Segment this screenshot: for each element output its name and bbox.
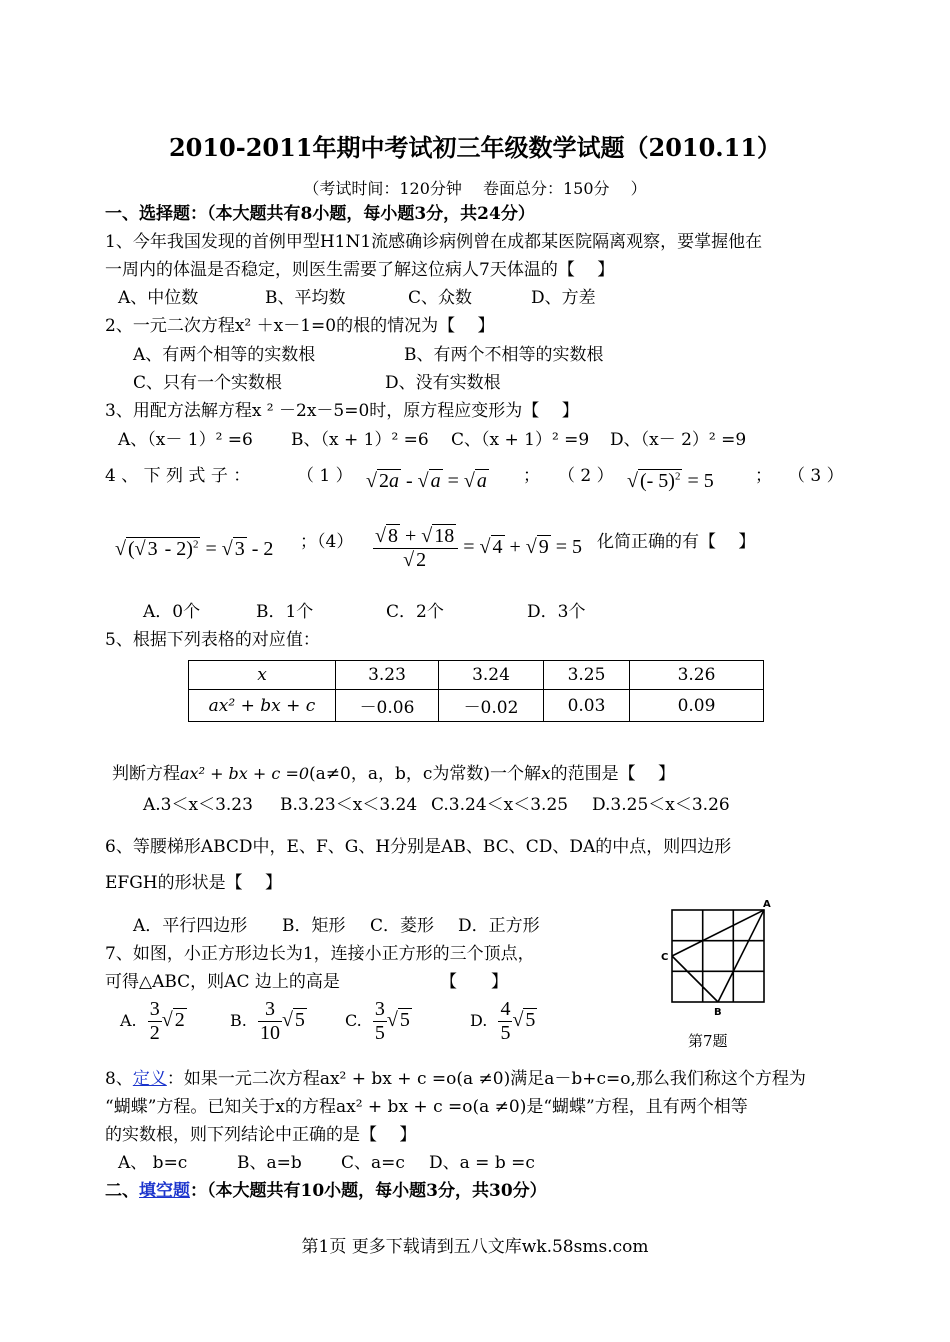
section-2-rest: ：（本大题共有10小题，每小题3分，共30分） xyxy=(190,1181,547,1201)
q1-option-c: C、众数 xyxy=(408,288,473,308)
q4-num-4: ；（4） xyxy=(300,532,354,552)
table-cell: 3.23 xyxy=(336,661,439,690)
q8-num: 8、 xyxy=(105,1069,133,1089)
q7-option-d-rad: 5 xyxy=(525,1009,536,1031)
q5-option-b: B.3.23＜x＜3.24 xyxy=(280,795,418,815)
q7-option-c: C. $\frac{3}{5}$ √ 5 xyxy=(345,998,410,1044)
q5-judge-pre: 判断方程 xyxy=(112,764,180,784)
q7-option-b-frac: $\frac{3}{10}$ xyxy=(259,998,280,1044)
q4-expr-4: $\frac{√ 8 + √ 18}{√ 2}$ = √ 4 + √ 9 = 5 xyxy=(375,525,583,571)
q2-option-b: B、有两个不相等的实数根 xyxy=(404,345,604,365)
q5-judge-post: (a≠0，a，b，c为常数)一个解 xyxy=(309,764,542,784)
q7-option-a: A. $\frac{3}{2}$ √ 2 xyxy=(120,998,185,1044)
q7-option-c-rad: 5 xyxy=(399,1009,410,1031)
table-cell: －0.06 xyxy=(336,690,439,722)
q8-line3: 的实数根，则下列结论中正确的是【 】 xyxy=(105,1125,417,1145)
q7-option-a-label: A. xyxy=(120,1011,137,1030)
q8-option-b: B、a=b xyxy=(237,1153,302,1173)
q8-option-d: D、a = b =c xyxy=(429,1153,535,1173)
q5-judge-eq: ax² + bx + c =0 xyxy=(180,764,310,783)
q4-expr-3: √ (√ 3 - 2)$^2$ = √ 3 - 2 xyxy=(115,538,274,560)
q7-line2: 可得△ABC，则AC 边上的高是 xyxy=(105,972,340,992)
q1-option-d: D、方差 xyxy=(531,288,596,308)
q8-definition-link[interactable]: 定义 xyxy=(132,1069,167,1089)
q4-expr-2: √ (- 5)$^2$ = 5 xyxy=(627,470,714,492)
section-1-heading: 一、选择题：（本大题共有8小题，每小题3分，共24分） xyxy=(105,204,535,224)
q6-line2: EFGH的形状是【 】 xyxy=(105,873,283,893)
q4-expr-1: √ 2a - √ a = √ a xyxy=(366,470,487,492)
q5-option-a: A.3＜x＜3.23 xyxy=(143,795,253,815)
q6-line1: 6、等腰梯形ABCD中，E、F、G、H分别是AB、BC、CD、DA的中点，则四边形 xyxy=(105,837,732,857)
q3-option-c: C、（x + 1）² =9 xyxy=(451,430,590,450)
fill-blank-link[interactable]: 填空题 xyxy=(139,1181,190,1201)
q2-stem: 2、一元二次方程x² ＋x－1=0的根的情况为【 】 xyxy=(105,316,495,336)
q5-judge-var: x xyxy=(541,764,551,784)
q1-line1: 1、今年我国发现的首例甲型H1N1流感确诊病例曾在成都某医院隔离观察，要掌握他在 xyxy=(105,232,763,252)
exam-title: 2010-2011年期中考试初三年级数学试题（2010.11） xyxy=(168,133,782,162)
q4-option-c: C．2个 xyxy=(386,602,444,622)
q7-option-c-label: C. xyxy=(345,1011,362,1030)
table-cell: 3.26 xyxy=(630,661,764,690)
section-2-heading xyxy=(105,1180,547,1202)
q3-option-a: A、（x－ 1）² =6 xyxy=(118,430,253,450)
q7-option-b-label: B. xyxy=(230,1011,247,1030)
q7-option-d: D. $\frac{4}{5}$ √ 5 xyxy=(470,998,536,1044)
q5-judge-end: 的范围是【 】 xyxy=(550,764,676,784)
q7-option-d-frac: $\frac{4}{5}$ xyxy=(500,998,511,1044)
q5-value-table xyxy=(188,660,764,722)
q4-option-d: D．3个 xyxy=(527,602,586,622)
q8-line1-rest: ：如果一元二次方程ax² + bx + c =o(a ≠0)满足a－b+c=o,那么我们称这个方程为 xyxy=(166,1069,806,1089)
q3-option-b: B、（x + 1）² =6 xyxy=(291,430,429,450)
q4-num-3: （ 3 ） xyxy=(788,466,844,486)
q5-option-c: C.3.24＜x＜3.25 xyxy=(431,795,569,815)
q5-option-d: D.3.25＜x＜3.26 xyxy=(592,795,730,815)
figure-segment-cb xyxy=(672,956,718,1002)
page-footer: 第1页 更多下载请到五八文库wk.58sms.com xyxy=(301,1237,649,1257)
q3-option-d: D、（x－ 2）² =9 xyxy=(610,430,747,450)
exam-subtitle: （考试时间：120分钟 卷面总分：150分 ） xyxy=(303,179,647,198)
q6-option-d: D．正方形 xyxy=(458,916,540,936)
table-row xyxy=(189,661,764,690)
q1-option-b: B、平均数 xyxy=(265,288,346,308)
table-cell: 3.25 xyxy=(544,661,630,690)
q4-sep-2: ； xyxy=(755,466,772,486)
q8-line2: “蝴蝶”方程。已知关于x的方程ax² + bx + c =o(a ≠0)是“蝴蝶”方程，且有两个相等 xyxy=(105,1097,748,1117)
q4-option-b: B．1个 xyxy=(256,602,314,622)
q6-option-b: B．矩形 xyxy=(282,916,346,936)
figure-label-c: C xyxy=(661,952,669,963)
q4-option-a: A．0个 xyxy=(143,602,201,622)
q4-num-1: （ 1 ） xyxy=(297,466,353,486)
table-cell: 0.03 xyxy=(544,690,630,722)
table-cell: －0.02 xyxy=(439,690,544,722)
table-row xyxy=(189,690,764,722)
q8-line1 xyxy=(105,1068,806,1090)
q2-option-d: D、没有实数根 xyxy=(385,373,501,393)
q7-figure-caption: 第7题 xyxy=(688,1032,728,1050)
q7-bracket: 【 】 xyxy=(440,972,508,992)
figure-segment-ca xyxy=(672,910,764,956)
q8-option-a: A、 b=c xyxy=(118,1153,188,1173)
q4-num-2: （ 2 ） xyxy=(558,466,614,486)
q6-option-a: A．平行四边形 xyxy=(133,916,248,936)
q4-tail: 化简正确的有【 】 xyxy=(597,532,756,552)
q7-option-b: B. $\frac{3}{10}$ √ 5 xyxy=(230,998,305,1044)
q7-line1: 7、如图，小正方形边长为1，连接小正方形的三个顶点， xyxy=(105,944,535,964)
figure-label-a: A xyxy=(763,899,771,910)
table-cell: ax² + bx + c xyxy=(189,690,336,722)
q7-figure xyxy=(656,896,772,1020)
q4-sep-1: ； xyxy=(523,466,540,486)
q1-option-a: A、中位数 xyxy=(118,288,199,308)
q7-option-c-frac: $\frac{3}{5}$ xyxy=(374,998,385,1044)
q7-option-d-label: D. xyxy=(470,1011,488,1030)
figure-label-b: B xyxy=(714,1007,722,1018)
q3-stem: 3、用配方法解方程x ² －2x－5=0时，原方程应变形为【 】 xyxy=(105,401,579,421)
q5-judge-line xyxy=(112,763,675,785)
q1-line2: 一周内的体温是否稳定，则医生需要了解这位病人7天体温的【 】 xyxy=(105,260,615,280)
q7-option-a-frac: $\frac{3}{2}$ xyxy=(149,998,160,1044)
figure-segment-ab xyxy=(718,910,764,1002)
table-cell: x xyxy=(189,661,336,690)
q2-option-a: A、有两个相等的实数根 xyxy=(133,345,316,365)
q2-option-c: C、只有一个实数根 xyxy=(133,373,283,393)
q8-option-c: C、a=c xyxy=(341,1153,405,1173)
q5-stem: 5、根据下列表格的对应值： xyxy=(105,630,320,650)
section-2-pre: 二、 xyxy=(105,1181,139,1201)
table-cell: 3.24 xyxy=(439,661,544,690)
table-cell: 0.09 xyxy=(630,690,764,722)
q7-option-b-rad: 5 xyxy=(294,1009,305,1031)
q6-option-c: C．菱形 xyxy=(370,916,435,936)
q4-lead: 4 、 下 列 式 子 ： xyxy=(105,466,251,486)
figure-outer-square xyxy=(672,910,764,1002)
q7-option-a-rad: 2 xyxy=(174,1009,185,1031)
